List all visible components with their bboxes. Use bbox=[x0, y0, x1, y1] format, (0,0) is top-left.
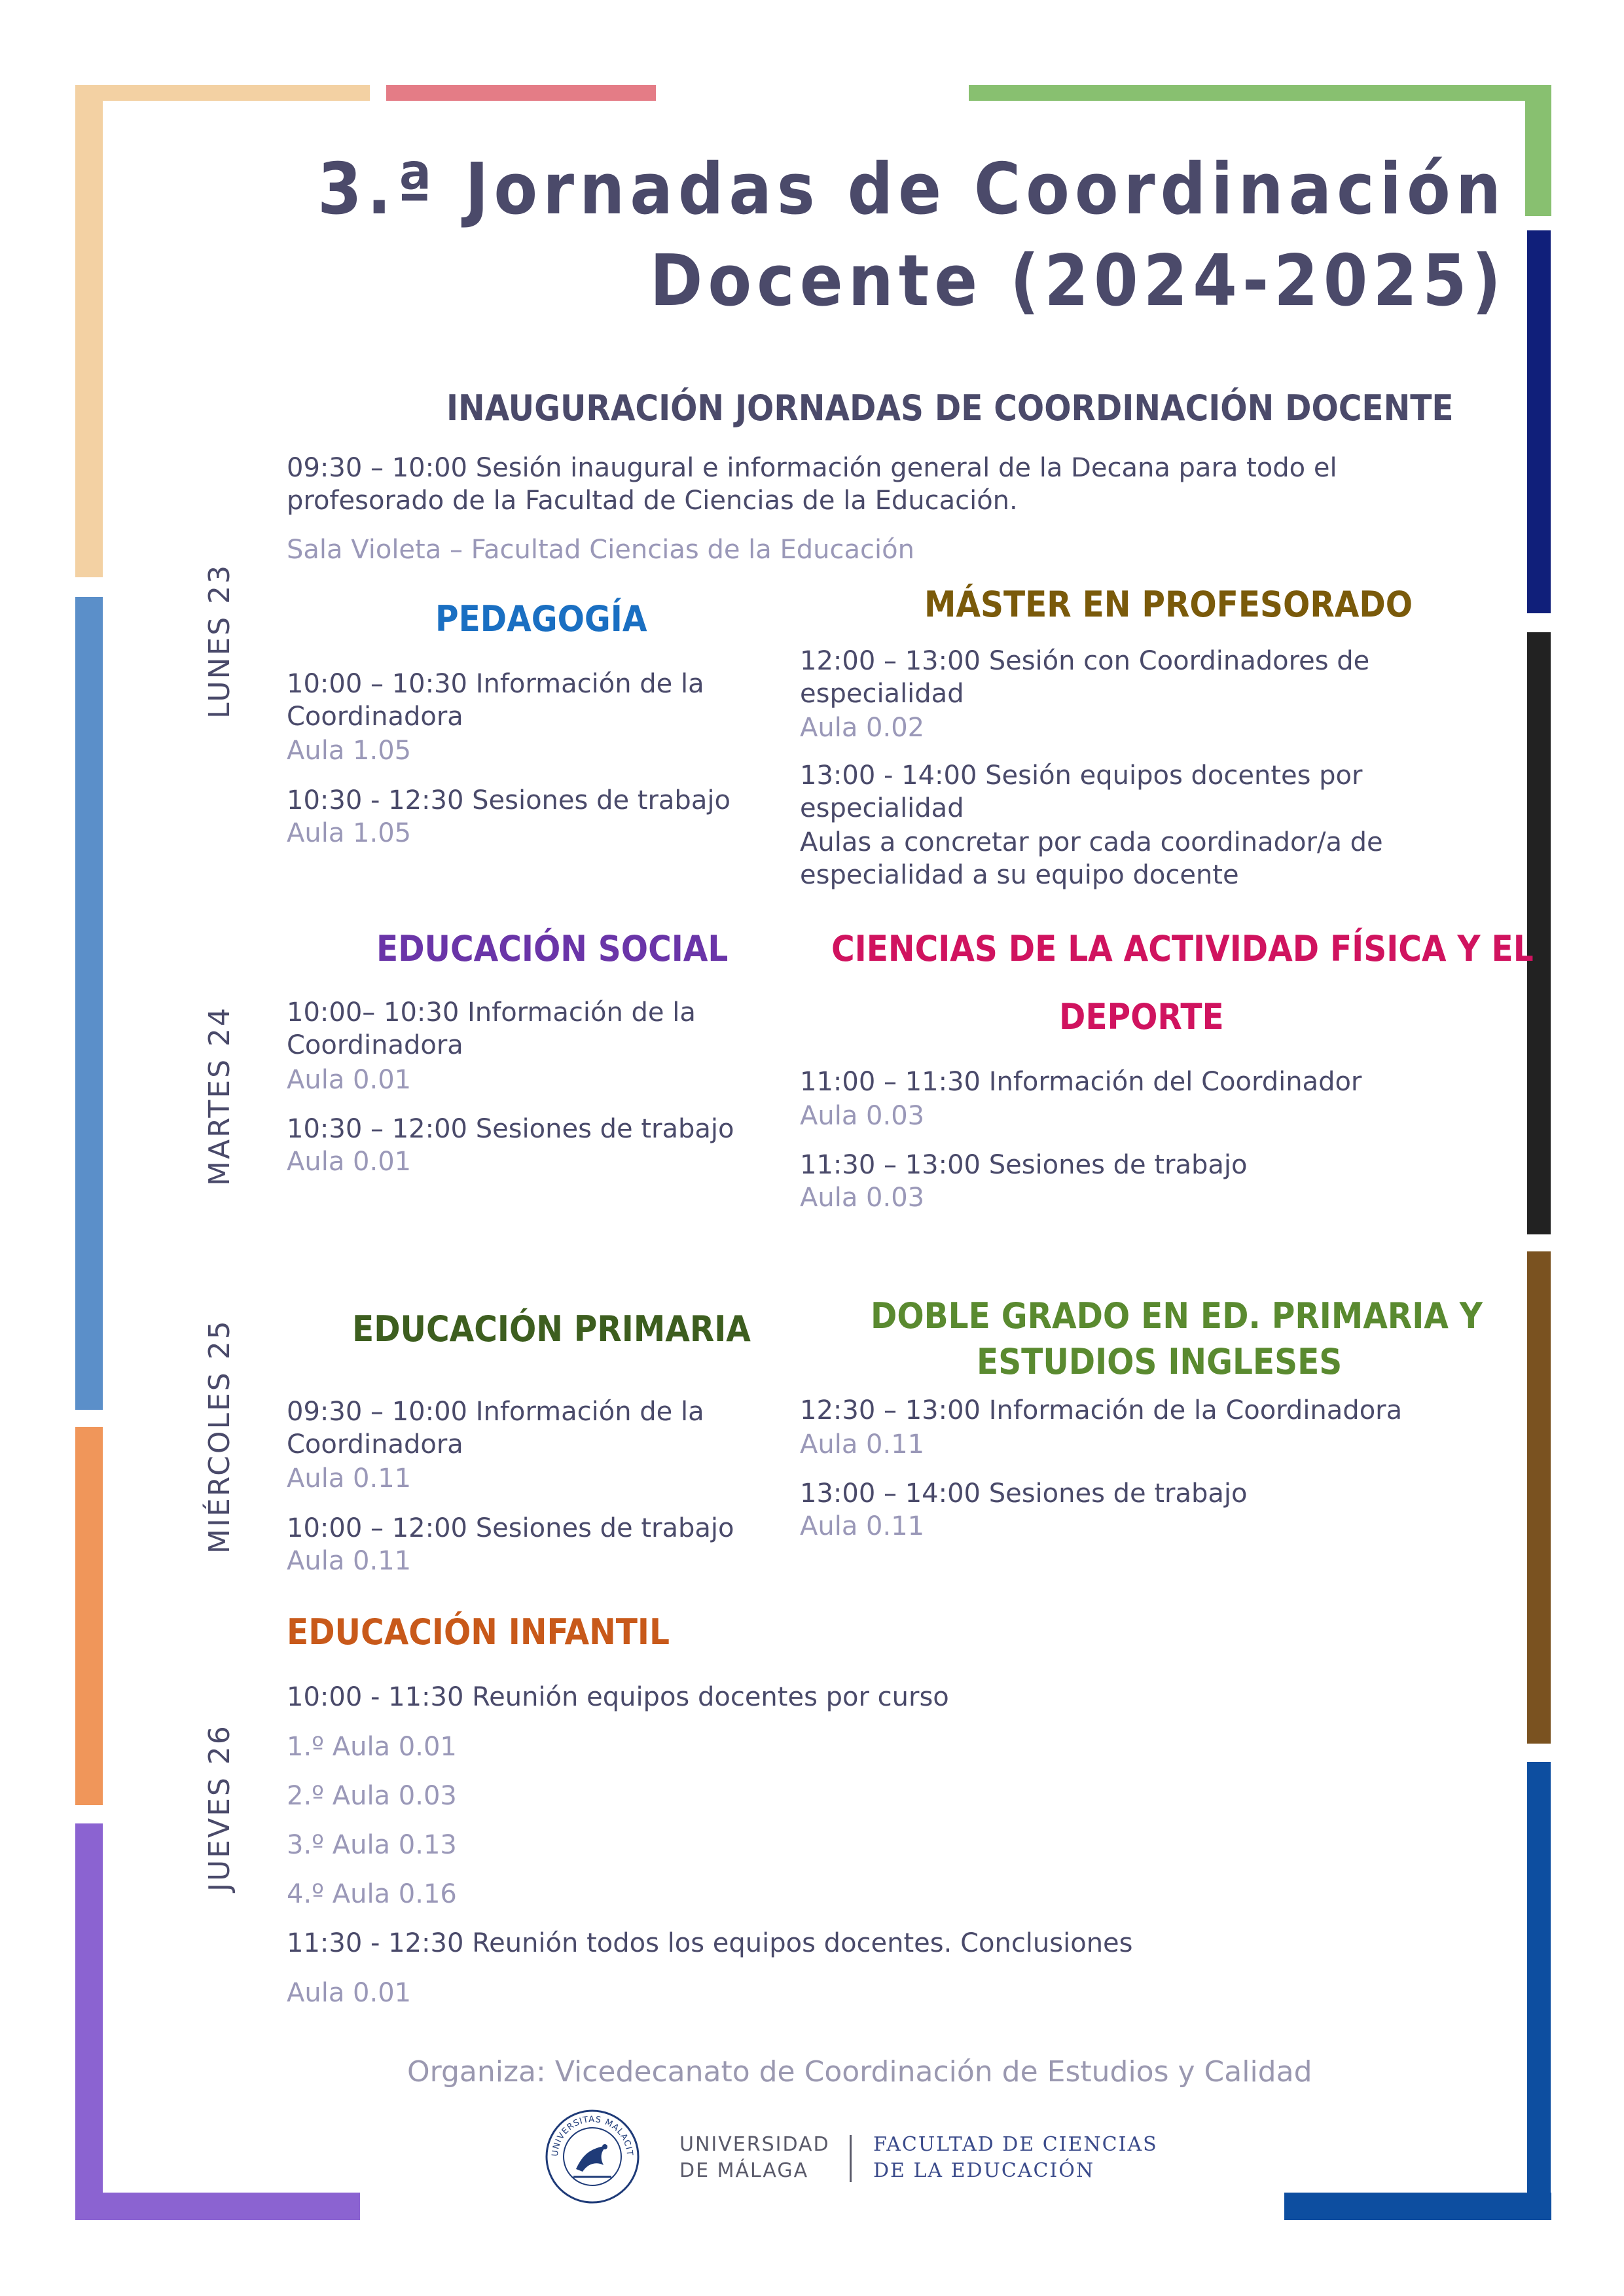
frame-top-red bbox=[386, 85, 656, 101]
day-label-martes: MARTES 24 bbox=[203, 1005, 236, 1186]
frame-left-beige bbox=[75, 85, 103, 577]
frame-right-brown bbox=[1527, 1251, 1551, 1744]
frame-left-blue bbox=[75, 597, 103, 1410]
master-item-2: 13:00 - 14:00 Sesión equipos docentes por especialidad bbox=[800, 761, 1363, 823]
frame-left-orange bbox=[75, 1427, 103, 1805]
logo-divider bbox=[850, 2135, 852, 2182]
infantil-room-curso-2: 2.º Aula 0.03 bbox=[287, 1781, 457, 1811]
social-item-1: 10:00– 10:30 Información de la Coordinadora bbox=[287, 997, 696, 1060]
frame-bottom-blue bbox=[1284, 2193, 1551, 2220]
inauguracion-heading: INAUGURACIÓN JORNADAS DE COORDINACIÓN DOCENTE bbox=[446, 387, 1454, 429]
organiza-text: Organiza: Vicedecanato de Coordinación de Estudios y Calidad bbox=[407, 2055, 1312, 2089]
seal-text: UNIVERSITAS MALACIT bbox=[550, 2114, 635, 2157]
primaria-item-1: 09:30 – 10:00 Información de la Coordinadora bbox=[287, 1397, 704, 1460]
doble-room-2: Aula 0.11 bbox=[800, 1511, 925, 1541]
infantil-room-curso-3: 3.º Aula 0.13 bbox=[287, 1830, 457, 1860]
primaria-item-2: 10:00 – 12:00 Sesiones de trabajo bbox=[287, 1513, 734, 1543]
doble-heading-line-2: ESTUDIOS INGLESES bbox=[977, 1341, 1343, 1382]
pedagogia-room-1: Aula 1.05 bbox=[287, 736, 412, 766]
frame-left-purple bbox=[75, 1823, 103, 2220]
primaria-room-2: Aula 0.11 bbox=[287, 1546, 412, 1576]
inauguracion-text: 09:30 – 10:00 Sesión inaugural e información general de la Decana para todo el profesorado de la Facultad de Ciencias de la Educación. bbox=[287, 453, 1337, 516]
day-label-lunes: LUNES 23 bbox=[203, 563, 236, 719]
pedagogia-room-2: Aula 1.05 bbox=[287, 818, 412, 848]
cafd-heading-line-2: DEPORTE bbox=[1059, 996, 1224, 1037]
social-room-2: Aula 0.01 bbox=[287, 1147, 412, 1177]
infantil-heading: EDUCACIÓN INFANTIL bbox=[287, 1611, 670, 1653]
frame-top-green bbox=[969, 85, 1551, 101]
cafd-item-1: 11:00 – 11:30 Información del Coordinador bbox=[800, 1067, 1362, 1097]
bird-seal-icon bbox=[545, 2109, 640, 2204]
page-title bbox=[317, 144, 1506, 327]
doble-heading-line-1: DOBLE GRADO EN ED. PRIMARIA Y bbox=[871, 1295, 1483, 1336]
frame-right-navy bbox=[1527, 230, 1551, 613]
inauguracion-room: Sala Violeta – Facultad Ciencias de la Educación bbox=[287, 535, 914, 565]
infantil-item-2: 11:30 - 12:30 Reunión todos los equipos docentes. Conclusiones bbox=[287, 1928, 1133, 1958]
infantil-room-curso-4: 4.º Aula 0.16 bbox=[287, 1879, 457, 1909]
cafd-room-2: Aula 0.03 bbox=[800, 1183, 925, 1213]
master-item-1: 12:00 – 13:00 Sesión con Coordinadores de especialidad bbox=[800, 646, 1370, 709]
doble-item-1: 12:30 – 13:00 Información de la Coordinadora bbox=[800, 1395, 1403, 1426]
university-name-line-1: UNIVERSIDAD bbox=[679, 2133, 830, 2156]
infantil-item-1: 10:00 - 11:30 Reunión equipos docentes por curso bbox=[287, 1682, 949, 1712]
day-label-miercoles: MIÉRCOLES 25 bbox=[203, 1319, 236, 1554]
primaria-room-1: Aula 0.11 bbox=[287, 1463, 412, 1494]
infantil-room-2: Aula 0.01 bbox=[287, 1978, 412, 2008]
social-item-2: 10:30 – 12:00 Sesiones de trabajo bbox=[287, 1114, 734, 1144]
pedagogia-item-1: 10:00 – 10:30 Información de la Coordinadora bbox=[287, 669, 704, 732]
master-heading: MÁSTER EN PROFESORADO bbox=[924, 584, 1413, 625]
infantil-room-curso-1: 1.º Aula 0.01 bbox=[287, 1732, 457, 1762]
doble-item-2: 13:00 – 14:00 Sesiones de trabajo bbox=[800, 1479, 1248, 1509]
frame-right-green bbox=[1525, 85, 1551, 216]
master-item-2b: Aulas a concretar por cada coordinador/a de especialidad a su equipo docente bbox=[800, 827, 1383, 890]
title-line-2: Docente (2024-2025) bbox=[649, 240, 1506, 322]
pedagogia-item-2: 10:30 - 12:30 Sesiones de trabajo bbox=[287, 785, 731, 816]
social-heading: EDUCACIÓN SOCIAL bbox=[376, 928, 729, 969]
doble-room-1: Aula 0.11 bbox=[800, 1429, 925, 1460]
pedagogia-heading: PEDAGOGÍA bbox=[435, 598, 647, 639]
frame-right-blue bbox=[1527, 1762, 1551, 2220]
cafd-heading-line-1: CIENCIAS DE LA ACTIVIDAD FÍSICA Y EL bbox=[831, 928, 1534, 969]
title-line-1: 3.ª Jornadas de Coordinación bbox=[317, 149, 1506, 230]
university-seal bbox=[545, 2109, 640, 2204]
frame-bottom-purple bbox=[75, 2193, 360, 2220]
day-label-jueves: JUEVES 26 bbox=[203, 1724, 236, 1892]
primaria-heading: EDUCACIÓN PRIMARIA bbox=[352, 1308, 751, 1350]
frame-top-beige bbox=[75, 85, 370, 101]
social-room-1: Aula 0.01 bbox=[287, 1065, 412, 1095]
faculty-name-line-1: FACULTAD DE CIENCIAS bbox=[873, 2133, 1158, 2156]
cafd-item-2: 11:30 – 13:00 Sesiones de trabajo bbox=[800, 1150, 1248, 1180]
university-name-line-2: DE MÁLAGA bbox=[679, 2159, 809, 2182]
cafd-room-1: Aula 0.03 bbox=[800, 1101, 925, 1131]
faculty-name-line-2: DE LA EDUCACIÓN bbox=[873, 2159, 1095, 2182]
master-room-1: Aula 0.02 bbox=[800, 713, 925, 743]
